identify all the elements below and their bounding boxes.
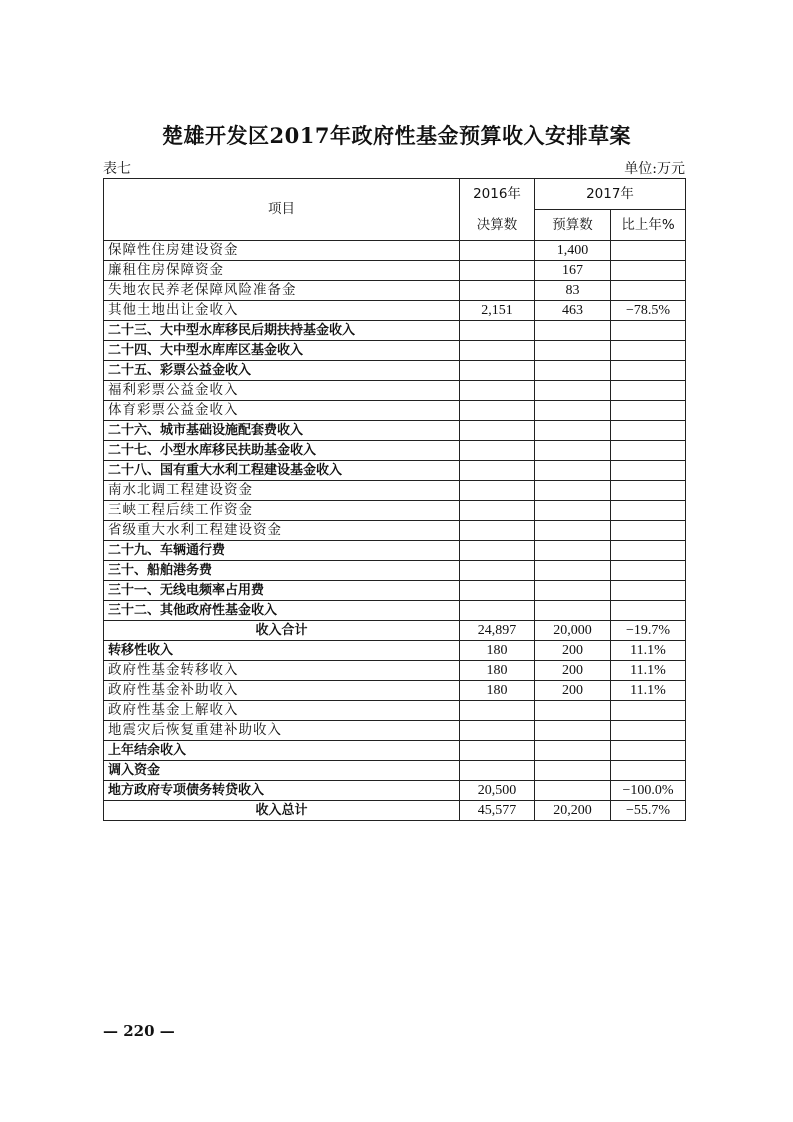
cell-budget — [535, 521, 611, 541]
cell-final — [460, 521, 535, 541]
cell-final — [460, 761, 535, 781]
table-row — [104, 521, 686, 541]
cell-ratio — [611, 281, 686, 301]
row-label: 政府性基金上解收入 — [104, 701, 460, 721]
cell-final: 180 — [460, 641, 535, 661]
table-row — [104, 541, 686, 561]
cell-budget — [535, 501, 611, 521]
row-label: 调入资金 — [104, 761, 460, 781]
cell-final — [460, 241, 535, 261]
page-title: 楚雄开发区2017年政府性基金预算收入安排草案 — [162, 123, 631, 148]
cell-ratio — [611, 541, 686, 561]
table-body — [104, 241, 686, 821]
cell-ratio — [611, 421, 686, 441]
table-row — [104, 621, 686, 641]
cell-final — [460, 741, 535, 761]
cell-final: 2,151 — [460, 301, 535, 321]
cell-final — [460, 441, 535, 461]
table-row — [104, 761, 686, 781]
row-label: 南水北调工程建设资金 — [104, 481, 460, 501]
cell-ratio — [611, 461, 686, 481]
cell-final — [460, 321, 535, 341]
row-label: 二十六、城市基础设施配套费收入 — [104, 421, 460, 441]
cell-ratio: −100.0% — [611, 781, 686, 801]
cell-ratio — [611, 741, 686, 761]
row-label: 转移性收入 — [104, 641, 460, 661]
table-row — [104, 341, 686, 361]
row-label: 三十、船舶港务费 — [104, 561, 460, 581]
cell-budget: 463 — [535, 301, 611, 321]
cell-ratio — [611, 721, 686, 741]
cell-budget — [535, 481, 611, 501]
cell-ratio — [611, 321, 686, 341]
cell-ratio — [611, 501, 686, 521]
row-label: 其他土地出让金收入 — [104, 301, 460, 321]
header-2017: 2017年 — [535, 179, 686, 210]
cell-final — [460, 381, 535, 401]
cell-budget — [535, 601, 611, 621]
cell-ratio — [611, 761, 686, 781]
cell-final: 24,897 — [460, 621, 535, 641]
cell-budget: 200 — [535, 681, 611, 701]
cell-final — [460, 721, 535, 741]
table-label: 表七 — [103, 161, 131, 177]
cell-budget: 83 — [535, 281, 611, 301]
cell-final — [460, 701, 535, 721]
cell-ratio: −78.5% — [611, 301, 686, 321]
cell-ratio — [611, 481, 686, 501]
cell-ratio — [611, 521, 686, 541]
table-row — [104, 641, 686, 661]
table-row — [104, 281, 686, 301]
table-row — [104, 401, 686, 421]
table-row — [104, 421, 686, 441]
row-label: 三十二、其他政府性基金收入 — [104, 601, 460, 621]
table-row — [104, 441, 686, 461]
cell-ratio: 11.1% — [611, 681, 686, 701]
cell-budget — [535, 361, 611, 381]
cell-budget: 20,200 — [535, 801, 611, 821]
row-label: 地方政府专项债务转贷收入 — [104, 781, 460, 801]
table-row — [104, 681, 686, 701]
table-row — [104, 581, 686, 601]
cell-budget — [535, 561, 611, 581]
cell-budget — [535, 441, 611, 461]
table-row — [104, 561, 686, 581]
header-ratio: 比上年% — [611, 210, 686, 241]
cell-ratio — [611, 561, 686, 581]
row-label: 收入合计 — [104, 621, 460, 641]
row-label: 政府性基金转移收入 — [104, 661, 460, 681]
cell-budget: 167 — [535, 261, 611, 281]
table-row — [104, 741, 686, 761]
row-label: 省级重大水利工程建设资金 — [104, 521, 460, 541]
cell-ratio — [611, 361, 686, 381]
cell-final — [460, 461, 535, 481]
cell-final: 180 — [460, 661, 535, 681]
cell-budget — [535, 701, 611, 721]
cell-final — [460, 541, 535, 561]
cell-budget — [535, 581, 611, 601]
cell-ratio — [611, 401, 686, 421]
cell-final — [460, 261, 535, 281]
cell-final — [460, 581, 535, 601]
table-row — [104, 781, 686, 801]
table-row — [104, 801, 686, 821]
cell-ratio — [611, 341, 686, 361]
page-number: — 220 — — [103, 1022, 175, 1040]
cell-ratio — [611, 261, 686, 281]
cell-ratio: −19.7% — [611, 621, 686, 641]
cell-budget — [535, 541, 611, 561]
cell-budget — [535, 381, 611, 401]
cell-budget: 20,000 — [535, 621, 611, 641]
cell-budget: 1,400 — [535, 241, 611, 261]
cell-final: 45,577 — [460, 801, 535, 821]
cell-final — [460, 561, 535, 581]
unit-label: 单位:万元 — [624, 161, 685, 177]
cell-ratio: −55.7% — [611, 801, 686, 821]
row-label: 失地农民养老保障风险准备金 — [104, 281, 460, 301]
cell-final: 20,500 — [460, 781, 535, 801]
cell-budget: 200 — [535, 661, 611, 681]
table-row — [104, 501, 686, 521]
cell-final — [460, 341, 535, 361]
header-final: 决算数 — [460, 210, 535, 241]
header-2016: 2016年 — [460, 179, 535, 210]
row-label: 体育彩票公益金收入 — [104, 401, 460, 421]
cell-final — [460, 361, 535, 381]
table-row — [104, 361, 686, 381]
row-label: 福利彩票公益金收入 — [104, 381, 460, 401]
header-budget: 预算数 — [535, 210, 611, 241]
row-label: 地震灾后恢复重建补助收入 — [104, 721, 460, 741]
row-label: 二十三、大中型水库移民后期扶持基金收入 — [104, 321, 460, 341]
cell-ratio: 11.1% — [611, 661, 686, 681]
cell-final — [460, 401, 535, 421]
row-label: 政府性基金补助收入 — [104, 681, 460, 701]
table-row — [104, 301, 686, 321]
row-label: 二十七、小型水库移民扶助基金收入 — [104, 441, 460, 461]
cell-budget — [535, 421, 611, 441]
cell-budget — [535, 781, 611, 801]
cell-budget — [535, 461, 611, 481]
row-label: 保障性住房建设资金 — [104, 241, 460, 261]
row-label: 二十四、大中型水库库区基金收入 — [104, 341, 460, 361]
cell-budget — [535, 741, 611, 761]
table-row — [104, 241, 686, 261]
table-row — [104, 321, 686, 341]
table-row — [104, 601, 686, 621]
row-label: 二十五、彩票公益金收入 — [104, 361, 460, 381]
cell-ratio — [611, 241, 686, 261]
row-label: 三十一、无线电频率占用费 — [104, 581, 460, 601]
row-label: 三峡工程后续工作资金 — [104, 501, 460, 521]
cell-final — [460, 281, 535, 301]
table-row — [104, 461, 686, 481]
cell-budget — [535, 761, 611, 781]
cell-final — [460, 421, 535, 441]
cell-final: 180 — [460, 681, 535, 701]
cell-budget — [535, 321, 611, 341]
cell-ratio — [611, 601, 686, 621]
cell-budget: 200 — [535, 641, 611, 661]
table-row — [104, 701, 686, 721]
table-row — [104, 261, 686, 281]
table-row — [104, 721, 686, 741]
cell-budget — [535, 721, 611, 741]
row-label: 二十九、车辆通行费 — [104, 541, 460, 561]
cell-ratio — [611, 581, 686, 601]
table-row — [104, 481, 686, 501]
cell-ratio — [611, 381, 686, 401]
cell-budget — [535, 401, 611, 421]
table-subheader — [103, 158, 685, 178]
row-label: 上年结余收入 — [104, 741, 460, 761]
cell-budget — [535, 341, 611, 361]
cell-final — [460, 501, 535, 521]
cell-ratio — [611, 441, 686, 461]
cell-ratio: 11.1% — [611, 641, 686, 661]
row-label: 收入总计 — [104, 801, 460, 821]
table-row — [104, 381, 686, 401]
row-label: 廉租住房保障资金 — [104, 261, 460, 281]
cell-final — [460, 481, 535, 501]
table-row — [104, 661, 686, 681]
header-project: 项目 — [104, 179, 460, 241]
budget-table — [103, 178, 686, 821]
cell-final — [460, 601, 535, 621]
cell-ratio — [611, 701, 686, 721]
row-label: 二十八、国有重大水利工程建设基金收入 — [104, 461, 460, 481]
